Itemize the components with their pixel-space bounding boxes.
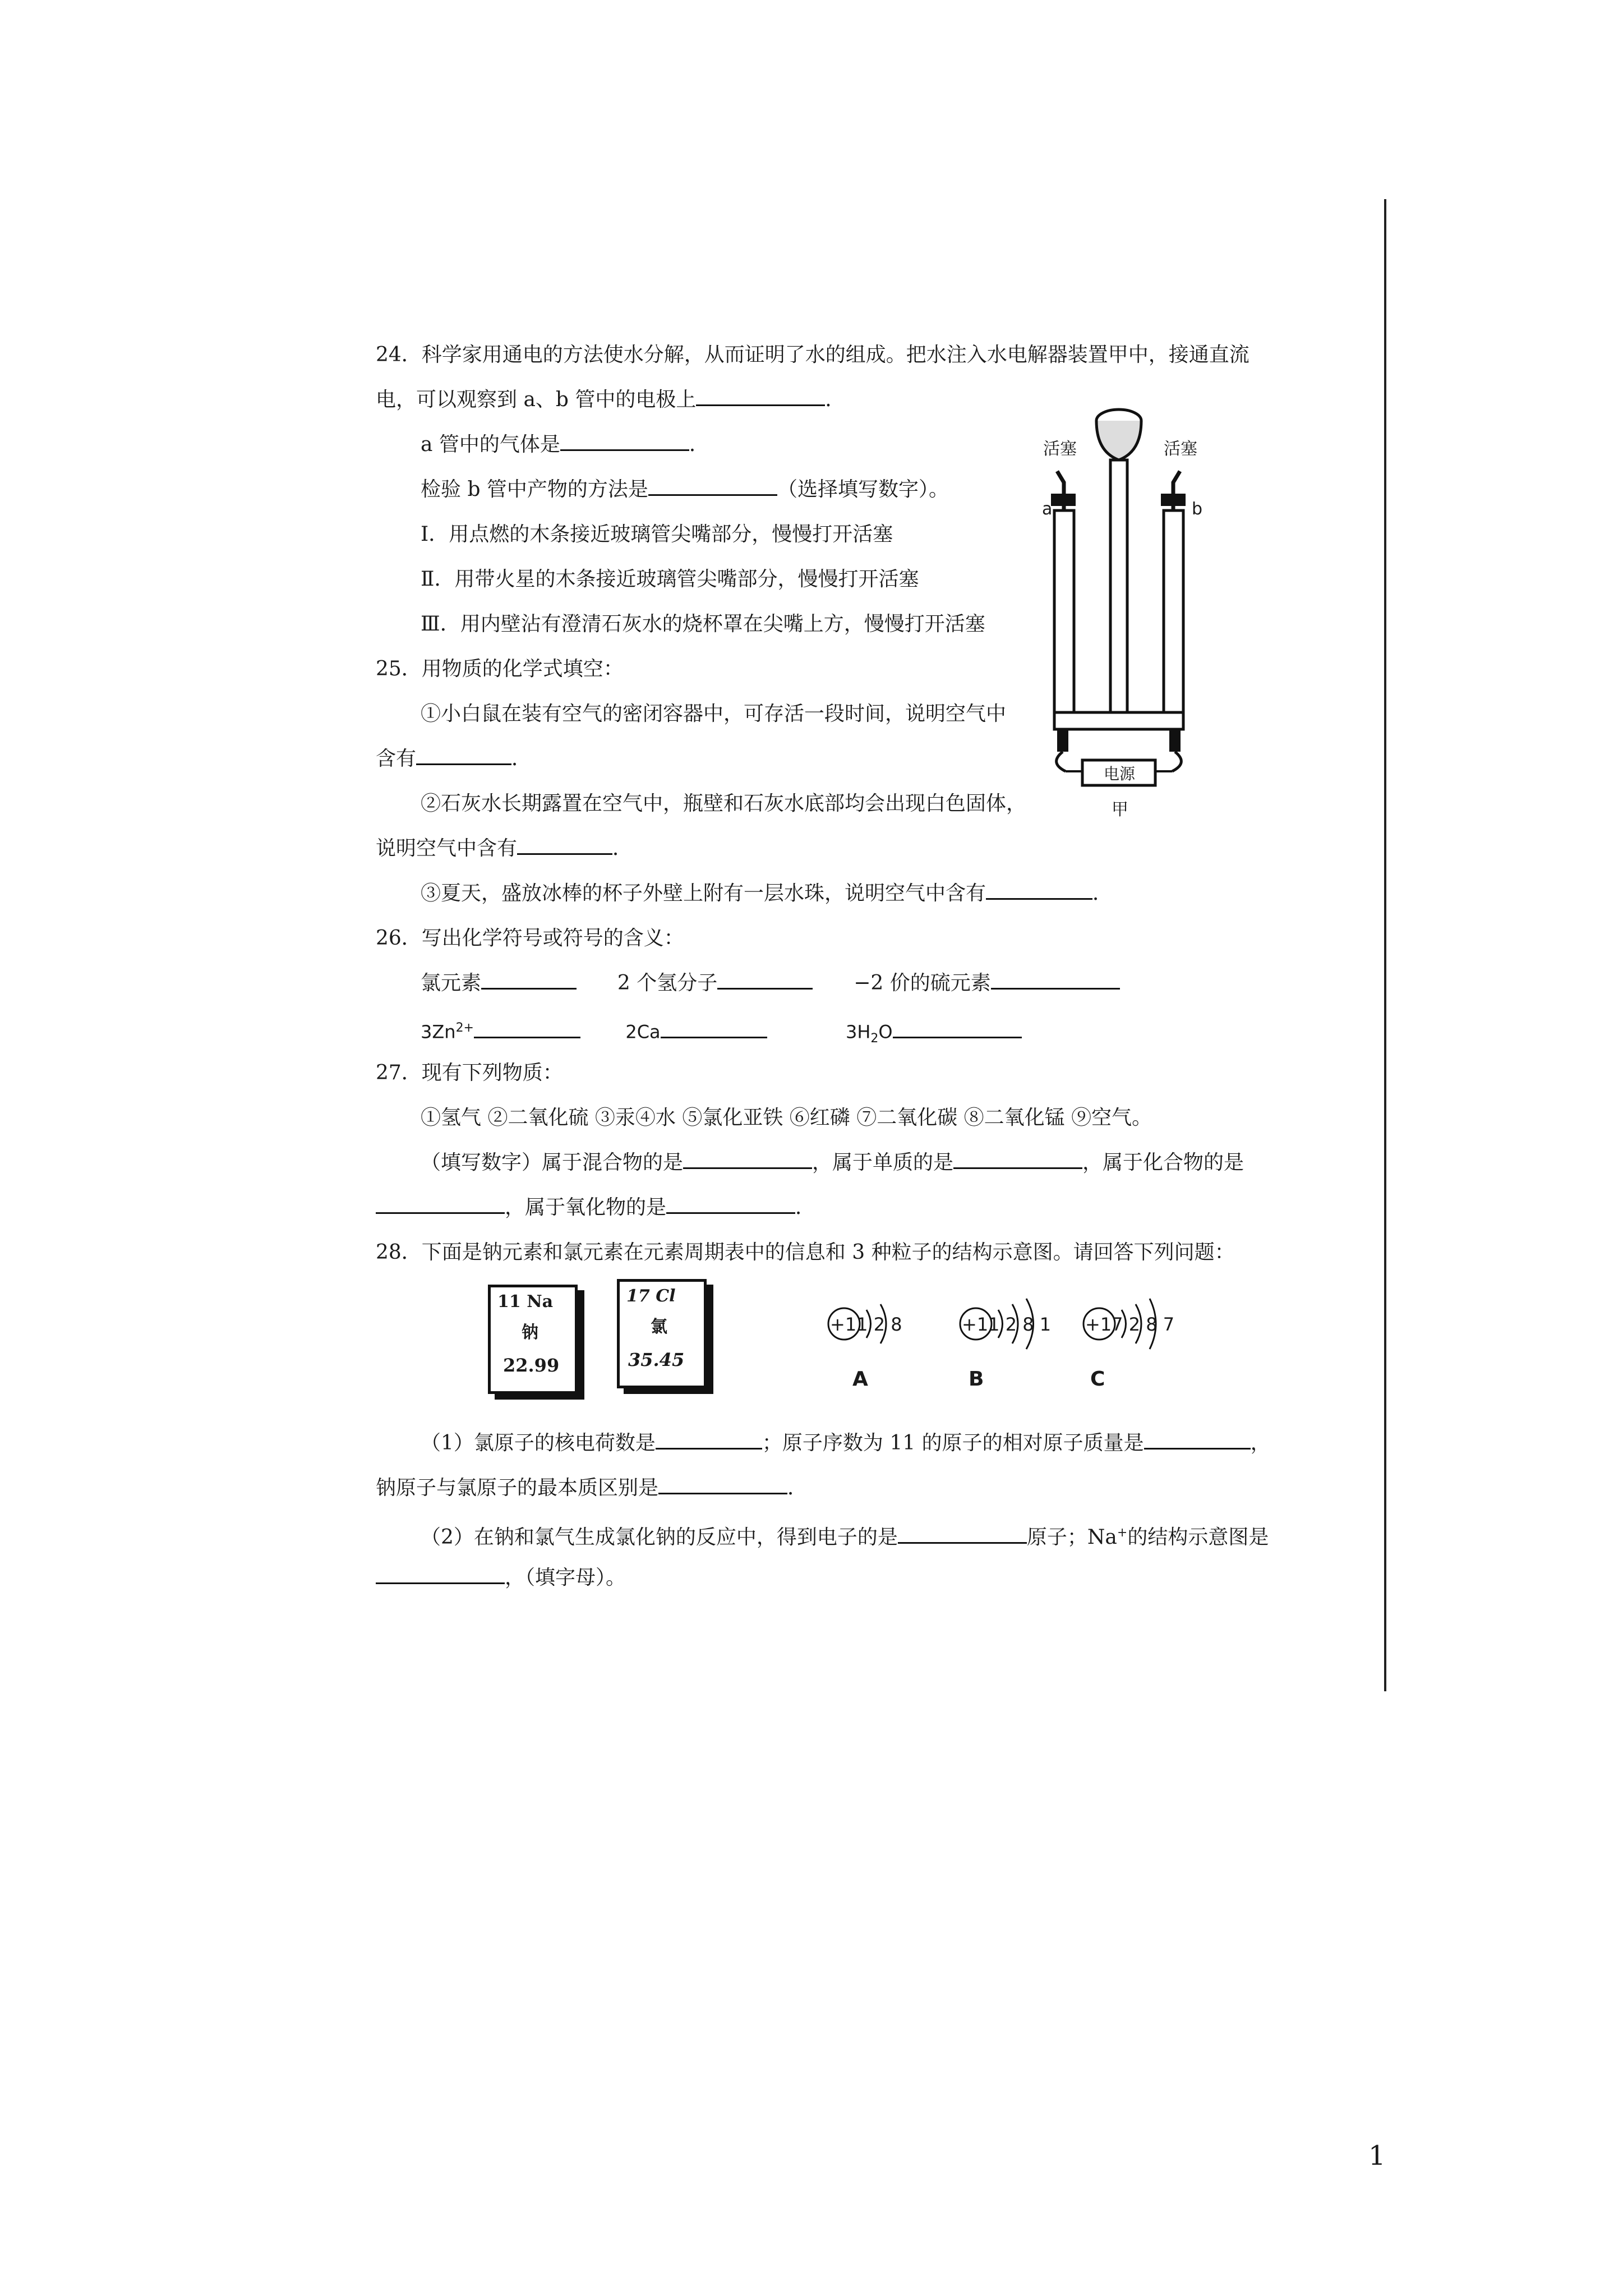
q27-line3: （填写数字）属于混合物的是 ，属于单质的是 ，属于化合物的是 (421, 1151, 1244, 1174)
q28-sub2-line2: ，（填字母）。 (376, 1565, 626, 1591)
element-card-na: 11 Na 钠 22.99 (488, 1285, 578, 1394)
q24-line3: a 管中的气体是 ． (421, 433, 709, 456)
q25-line5: 说明空气中含有 ． (376, 837, 633, 860)
q27-blank-1[interactable] (683, 1151, 812, 1169)
q26-blank-3[interactable] (991, 971, 1120, 990)
q27-blank-4[interactable] (666, 1195, 795, 1214)
q25-blank-1[interactable] (416, 747, 511, 765)
page-number: 1 (1368, 2140, 1386, 2171)
q27-blank-2[interactable] (953, 1151, 1082, 1169)
q28-sub1-line2: 钠原子与氯原子的最本质区别是 ． (376, 1476, 808, 1499)
q27-line4: ，属于氧化物的是 ． (376, 1195, 815, 1221)
q28-line1: 28．下面是钠元素和氯元素在元素周期表中的信息和 3 种粒子的结构示意图。请回答下列问题： (376, 1241, 1235, 1264)
figure-label-name: 甲 (1112, 800, 1128, 820)
q26-blank-6[interactable] (893, 1020, 1022, 1038)
margin-rule (1384, 199, 1386, 1691)
q25-line4: ②石灰水长期露置在空气中，瓶壁和石灰水底部均会出现白色固体， (421, 792, 1027, 815)
figure-label-left-valve: 活塞 (1043, 439, 1077, 459)
particle-b: +11 2 8 1 (962, 1314, 1052, 1335)
q27-line2: ①氢气 ②二氧化硫 ③汞④水 ⑤氯化亚铁 ⑥红磷 ⑦二氧化碳 ⑧二氧化锰 ⑨空气。 (421, 1106, 1152, 1129)
q25-blank-2[interactable] (517, 836, 612, 855)
figure-label-right-valve: 活塞 (1164, 439, 1197, 459)
particle-a-label: A (852, 1368, 868, 1391)
figure-label-b: b (1192, 499, 1203, 519)
q26-blank-2[interactable] (717, 971, 813, 990)
q28-sub2-line1: （2）在钠和氯气生成氯化钠的反应中，得到电子的是 原子；Na+的结构示意图是 (421, 1526, 1269, 1549)
q24-option-1: Ⅰ．用点燃的木条接近玻璃管尖嘴部分，慢慢打开活塞 (421, 523, 893, 546)
q24-blank-1[interactable] (696, 388, 825, 406)
q28-blank-3[interactable] (658, 1476, 787, 1494)
q28-blank-1[interactable] (656, 1431, 762, 1450)
q24-option-2: Ⅱ．用带火星的木条接近玻璃管尖嘴部分，慢慢打开活塞 (421, 568, 919, 591)
q27-line1: 27．现有下列物质： (376, 1061, 563, 1084)
q25-line2: ①小白鼠在装有空气的密闭容器中，可存活一段时间，说明空气中 (421, 702, 1007, 725)
particle-c-label: C (1090, 1368, 1105, 1391)
q28-blank-5[interactable] (376, 1566, 505, 1584)
element-card-cl: 17 Cl 氯 35.45 (617, 1279, 707, 1388)
particle-b-label: B (969, 1368, 984, 1391)
q28-blank-4[interactable] (898, 1525, 1027, 1544)
q26-blank-1[interactable] (481, 971, 577, 990)
q26-row1: 氯元素 2 个氢分子 −2 价的硫元素 (421, 970, 1120, 996)
q24-line1: 24．科学家用通电的方法使水分解，从而证明了水的组成。把水注入水电解器装置甲中，接通直流 (376, 343, 1249, 366)
q28-blank-2[interactable] (1144, 1431, 1251, 1450)
q26-blank-4[interactable] (474, 1020, 580, 1038)
q24-line4: 检验 b 管中产物的方法是 （选择填写数字）。 (421, 478, 949, 501)
q27-blank-3[interactable] (376, 1195, 505, 1214)
q25-line1: 25．用物质的化学式填空： (376, 657, 624, 680)
q24-option-3: Ⅲ．用内壁沾有澄清石灰水的烧杯罩在尖嘴上方，慢慢打开活塞 (421, 613, 985, 636)
q24-blank-2[interactable] (560, 432, 689, 451)
q26-blank-5[interactable] (661, 1020, 767, 1038)
figure-label-a: a (1042, 499, 1053, 519)
figure-label-power: 电源 (1104, 765, 1136, 783)
q28-sub1-line1: （1）氯原子的核电荷数是 ；原子序数为 11 的原子的相对原子质量是 ， (421, 1432, 1271, 1455)
q24-blank-3[interactable] (648, 477, 777, 496)
particle-a: +11 2 8 (830, 1314, 902, 1335)
q26-line1: 26．写出化学符号或符号的含义： (376, 927, 684, 950)
q26-row2: $3Zn^{2+}$ 2Ca $3H_2O$ (421, 1015, 1022, 1052)
particle-c: +17 2 8 7 (1085, 1314, 1175, 1335)
q25-line3: 含有 ． (376, 747, 532, 770)
q25-blank-3[interactable] (986, 881, 1092, 900)
q24-line2: 电，可以观察到 a、b 管中的电极上 ． (376, 388, 846, 411)
q25-line6: ③夏天，盛放冰棒的杯子外壁上附有一层水珠，说明空气中含有 ． (421, 882, 1113, 905)
